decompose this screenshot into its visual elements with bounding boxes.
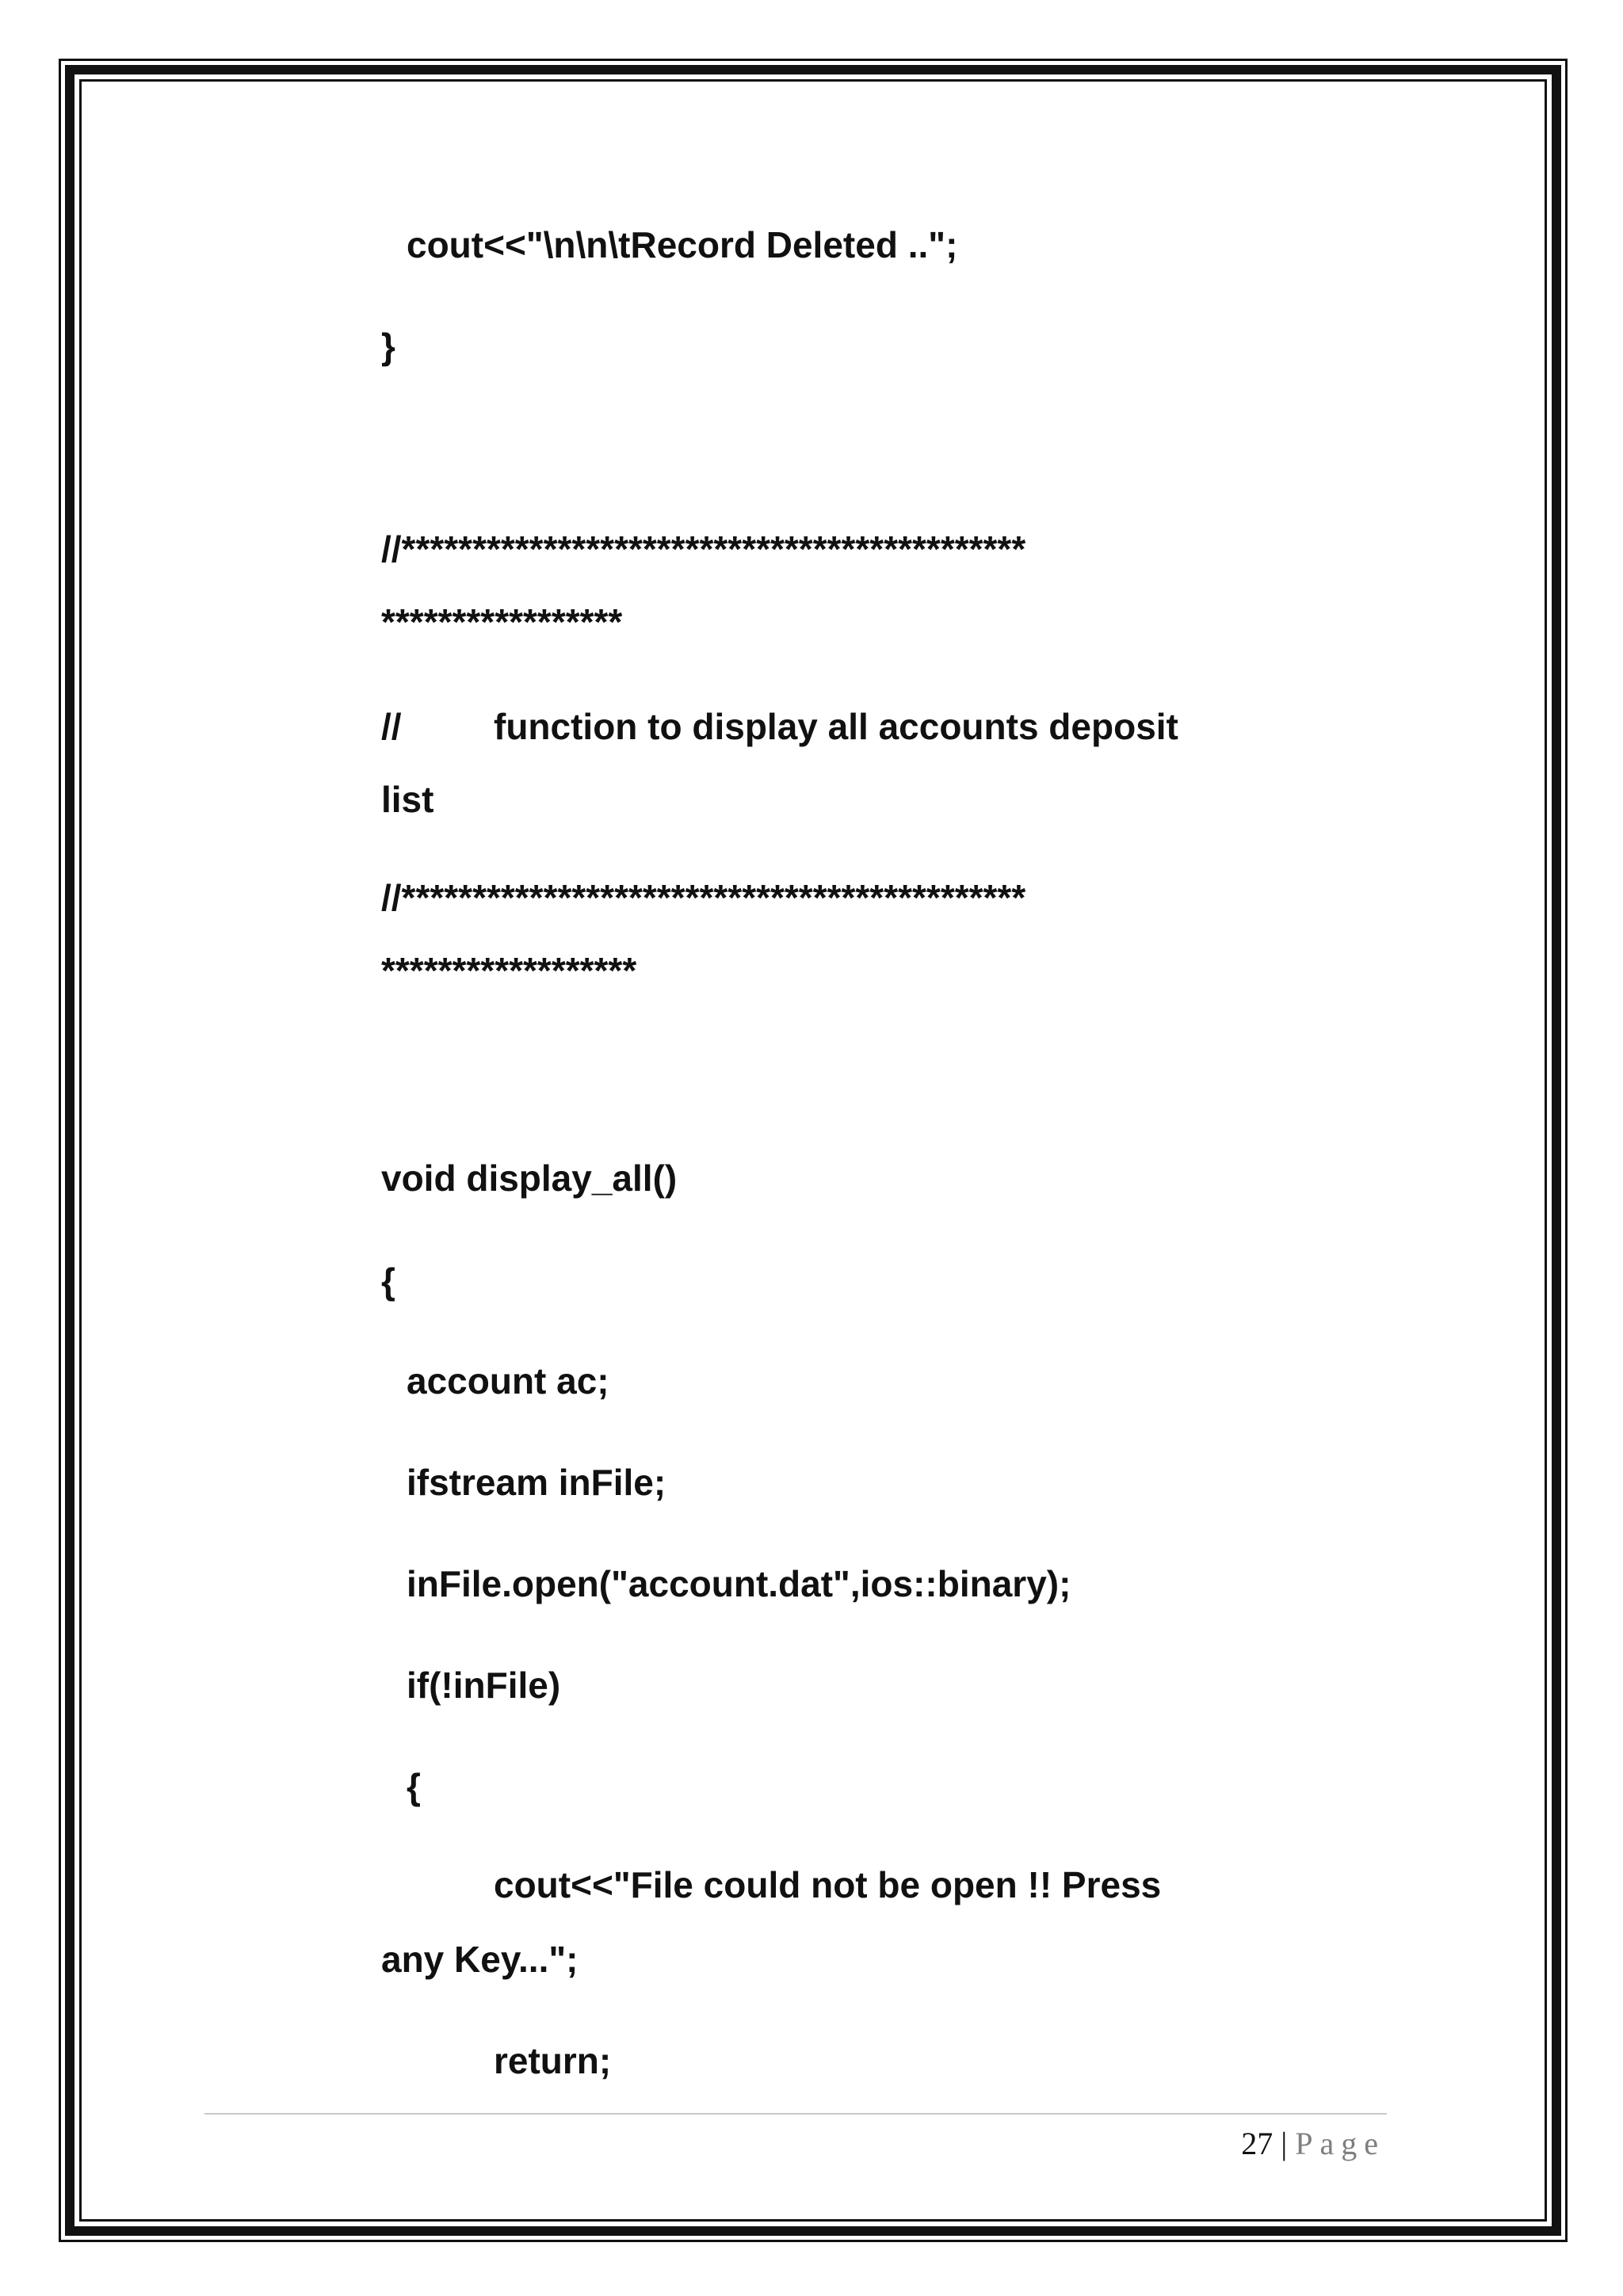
footer-divider <box>204 2113 1387 2115</box>
comment-divider-continued: ***************** <box>381 601 623 643</box>
comment-divider: //******************************************** <box>381 877 1026 918</box>
footer-separator: | <box>1281 2126 1288 2161</box>
page-number: 27 <box>1241 2126 1274 2161</box>
code-line: cout<<"File could not be open !! Press <box>494 1864 1162 1905</box>
page-footer <box>1241 2125 1385 2162</box>
code-line: account ac; <box>407 1360 609 1402</box>
code-line: } <box>381 326 395 367</box>
code-line-continued: any Key..."; <box>381 1939 579 1980</box>
code-line: { <box>381 1261 395 1302</box>
code-line: return; <box>494 2040 612 2081</box>
function-signature: void display_all() <box>381 1158 678 1199</box>
code-line: cout<<"\n\n\tRecord Deleted .."; <box>407 224 958 265</box>
comment-divider-continued: ****************** <box>381 950 637 991</box>
page-label: Page <box>1295 2126 1385 2161</box>
code-line: inFile.open("account.dat",ios::binary); <box>407 1563 1071 1604</box>
code-line: ifstream inFile; <box>407 1462 666 1503</box>
comment-text: function to display all accounts deposit <box>494 706 1178 747</box>
code-line: if(!inFile) <box>407 1665 561 1706</box>
comment-text-continued: list <box>381 779 434 820</box>
comment-prefix: // <box>381 706 402 747</box>
code-line: { <box>407 1766 421 1807</box>
comment-divider: //******************************************** <box>381 528 1026 570</box>
